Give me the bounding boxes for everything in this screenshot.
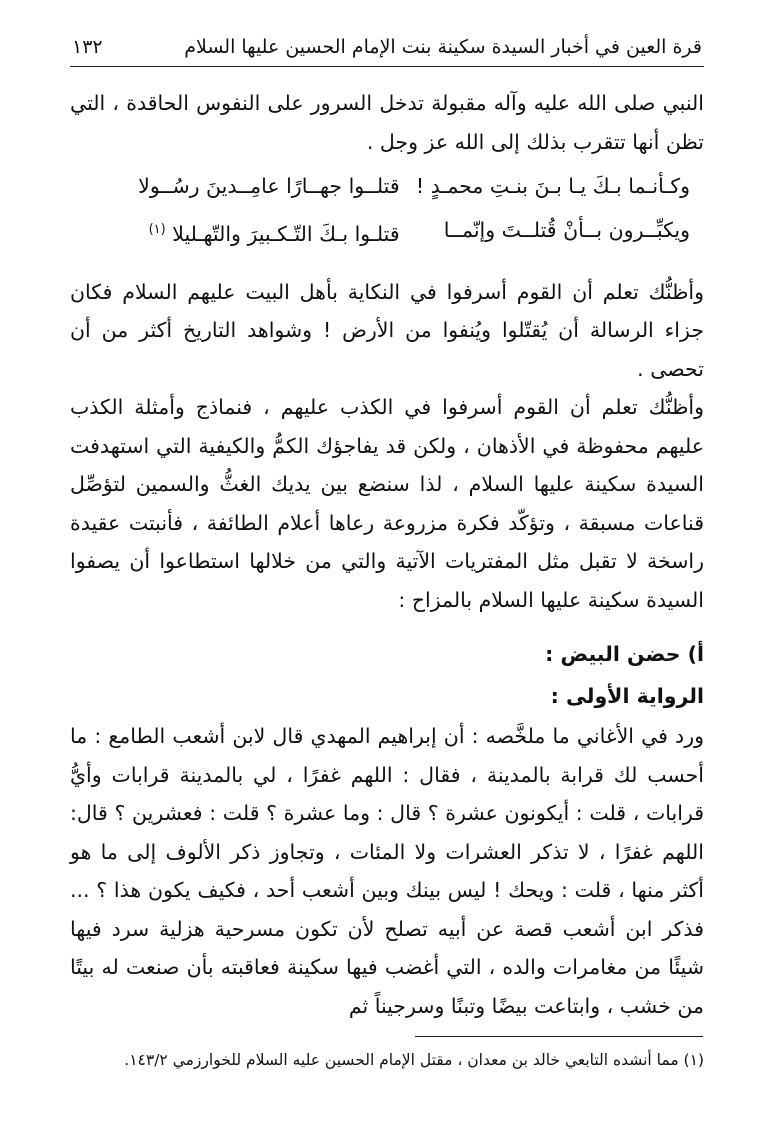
page-number: ١٣٢	[72, 36, 103, 58]
paragraph-2: وأظنُّك تعلم أن القوم أسرفوا في النكاية بأهل البيت عليهم السلام فكان جزاء الرسالة أن يُقتّلوا ويُنفوا من الأرض ! وشواهد التاريخ أكثر من أن تحصى .	[70, 279, 704, 381]
verse-1-second-hemistich: قتلــوا جهــارًا عامِــدينَ رسُــولا	[138, 174, 400, 198]
paragraph-3: وأظنُّك تعلم أن القوم أسرفوا في الكذب عليهم ، فنماذج وأمثلة الكذب عليهم محفوظة في الأذهان ، ولكن قد يفاجؤك الكمُّ والكيفية التي استهدفت السيدة سكينة عليها السلام ، لذا سنضع بين يديك الغثُّ والسمين لتؤصِّل قناعات مسبقة ، وتؤكّد فكرة مزروعة رعاها أعلام الطائفة ، فأنبتت عقيدة راسخة لا تقبل مثل المفتريات الآتية والتي من خلالها استطاعوا أن يصفوا السيدة سكينة عليها السلام بالمزاح :	[70, 395, 704, 612]
running-header	[72, 30, 702, 64]
footnote: (١) مما أنشده التابعي خالد بن معدان ، مقتل الإمام الحسين عليه السلام للخوارزمي ١٤٣/٢.	[124, 1051, 704, 1069]
verse-2-second-hemistich: قتلـوا بـكَ التّـكـبيرَ والتّهـليلا	[172, 221, 400, 246]
poem-verse-1	[70, 167, 704, 205]
paragraph-4: ورد في الأغاني ما ملخَّصه : أن إبراهيم المهدي قال لابن أشعب الطامع : ما أحسب لك قرابة بالمدينة ، فقال : اللهم غفرًا ، لي بالمدينة قرابات وأيُّ قرابات ، قلت : أيكونون عشرة ؟ قال : وما عشرة ؟ قلت : فعشرين ؟ قال: اللهم غفرًا ، لا تذكر العشرات ولا المئات ، وتجاوز ذكر الألوف إلى ما هو أكثر منها ، قلت : ويحك ! ليس بينك وبين أشعب أحد ، فكيف يكون هذا ؟ ... فذكر ابن أشعب قصة عن أبيه تصلح لأن تكون مسرحية هزلية سرد فيها شيئًا من مغامرات والده ، التي أغضب فيها سكينة فعاقبته بأن صنعت له بيتًا من خشب ، وابتاعت بيضًا وتبنًا وسرجيناً ثم	[70, 724, 704, 1018]
subsection-heading: الرواية الأولى :	[550, 684, 704, 709]
footnote-divider	[415, 1036, 703, 1037]
footnote-reference[interactable]: (١)	[148, 222, 166, 237]
header-title: قرة العين في أخبار السيدة سكينة بنت الإمام الحسين عليها السلام	[184, 36, 702, 58]
spacer	[70, 259, 704, 273]
paragraph-1: النبي صلى الله عليه وآله مقبولة تدخل السرور على النفوس الحاقدة ، التي تظن أنها تتقرب بذلك إلى الله عز وجل .	[70, 91, 704, 154]
verse-2-first-hemistich: ويكبِّــرون بــأنْ قُتلــتَ وإنّمــا	[443, 218, 690, 242]
header-divider	[70, 66, 704, 67]
spacer	[70, 619, 704, 633]
poem-verse-2	[70, 211, 704, 253]
verse-2-second-hemistich-wrap	[70, 211, 400, 253]
section-heading: أ) حضن البيض :	[545, 642, 704, 667]
main-text	[70, 84, 704, 1025]
verse-1-first-hemistich: وكـأنـما بـكَ يـا بـنَ بنـتِ محمـدٍ !	[415, 174, 690, 198]
